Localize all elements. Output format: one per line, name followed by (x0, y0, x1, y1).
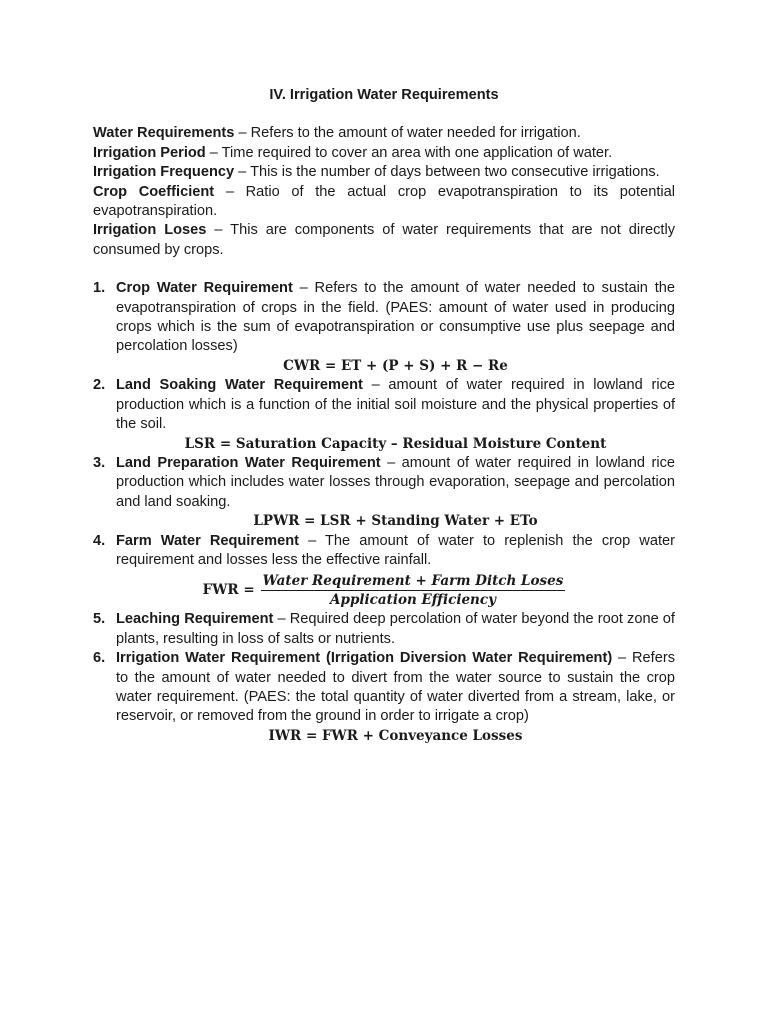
definition-term: Irrigation Period (93, 144, 206, 161)
definition-irrigation-loses (93, 221, 675, 260)
fraction (261, 572, 566, 609)
list-item (93, 649, 675, 746)
list-item (93, 279, 675, 376)
item-number: 6. (93, 650, 106, 667)
item-number: 4. (93, 532, 106, 549)
list-item (93, 532, 675, 611)
requirements-list (93, 279, 675, 746)
definition-term: Irrigation Loses (93, 222, 207, 239)
item-number: 3. (93, 454, 106, 471)
item-term: Crop Water Requirement (116, 280, 293, 297)
list-item (93, 610, 675, 649)
definition-text: – Time required to cover an area with one application of water. (205, 144, 613, 161)
item-number: 2. (93, 377, 106, 394)
item-text: – amount of water required in lowland rice production which includes water losses through evaporation, seepage and percolation and land soaking. (116, 454, 675, 510)
list-item (93, 454, 675, 532)
fraction-numerator: Water Requirement + Farm Ditch Loses (262, 572, 564, 589)
definition-text: – This is the number of days between two consecutive irrigations. (234, 164, 660, 181)
item-term: Leaching Requirement (116, 611, 274, 628)
item-term: Farm Water Requirement (116, 532, 300, 549)
definition-text: – Ratio of the actual crop evapotranspiration to its potential evapotranspiration. (93, 183, 675, 220)
formula-lsr: LSR = Saturation Capacity – Residual Moisture Content (184, 435, 607, 452)
fraction-denominator: Application Efficiency (330, 591, 496, 608)
definition-water-requirements (93, 124, 675, 143)
definition-text: – This are components of water requirements that are not directly consumed by crops. (93, 222, 675, 258)
item-text: – Refers to the amount of water needed to divert from the water source to sustain the crop water requirement. (PAES: the total quantity of water diverted from a stream, lake, or reservoir, or removed from the ground in order to irrigate a crop) (116, 650, 675, 725)
definition-irrigation-frequency (93, 163, 675, 182)
page-title: IV. Irrigation Water Requirements (269, 87, 499, 103)
spacer (93, 260, 675, 279)
formula-fwr (93, 570, 675, 610)
item-text: – Refers to the amount of water needed to sustain the evapotranspiration of crops in the field. (PAES: amount of water used in producing crops which is the sum of evapotranspiration or consumptive use plus seepage and percolation losses) (116, 280, 675, 355)
formula-lhs: FWR = (202, 581, 255, 598)
item-text: – The amount of water to replenish the crop water requirement and losses less the effective rainfall. (116, 532, 675, 568)
formula-cwr: CWR = ET + (P + S) + R − Re (283, 357, 508, 374)
item-number: 1. (93, 280, 106, 297)
definition-text: – Refers to the amount of water needed for irrigation. (234, 125, 581, 142)
item-number: 5. (93, 611, 106, 628)
item-term: Land Soaking Water Requirement (116, 377, 363, 394)
item-term: Irrigation Water Requirement (Irrigation Diversion Water Requirement) (116, 650, 613, 667)
definition-crop-coefficient (93, 183, 675, 222)
document-page (93, 86, 675, 746)
list-item (93, 376, 675, 454)
definition-term: Water Requirements (93, 125, 235, 142)
formula-iwr: IWR = FWR + Conveyance Losses (268, 727, 523, 744)
definition-term: Irrigation Frequency (93, 164, 235, 181)
item-term: Land Preparation Water Requirement (116, 454, 381, 471)
definition-term: Crop Coefficient (93, 183, 215, 200)
item-text: – amount of water required in lowland rice production which is a function of the initial soil moisture and the physical properties of the soil. (116, 377, 675, 433)
formula-lpwr: LPWR = LSR + Standing Water + ETo (253, 513, 538, 530)
definition-irrigation-period (93, 144, 675, 163)
item-text: – Required deep percolation of water beyond the root zone of plants, resulting in loss of salts or nutrients. (116, 611, 675, 647)
